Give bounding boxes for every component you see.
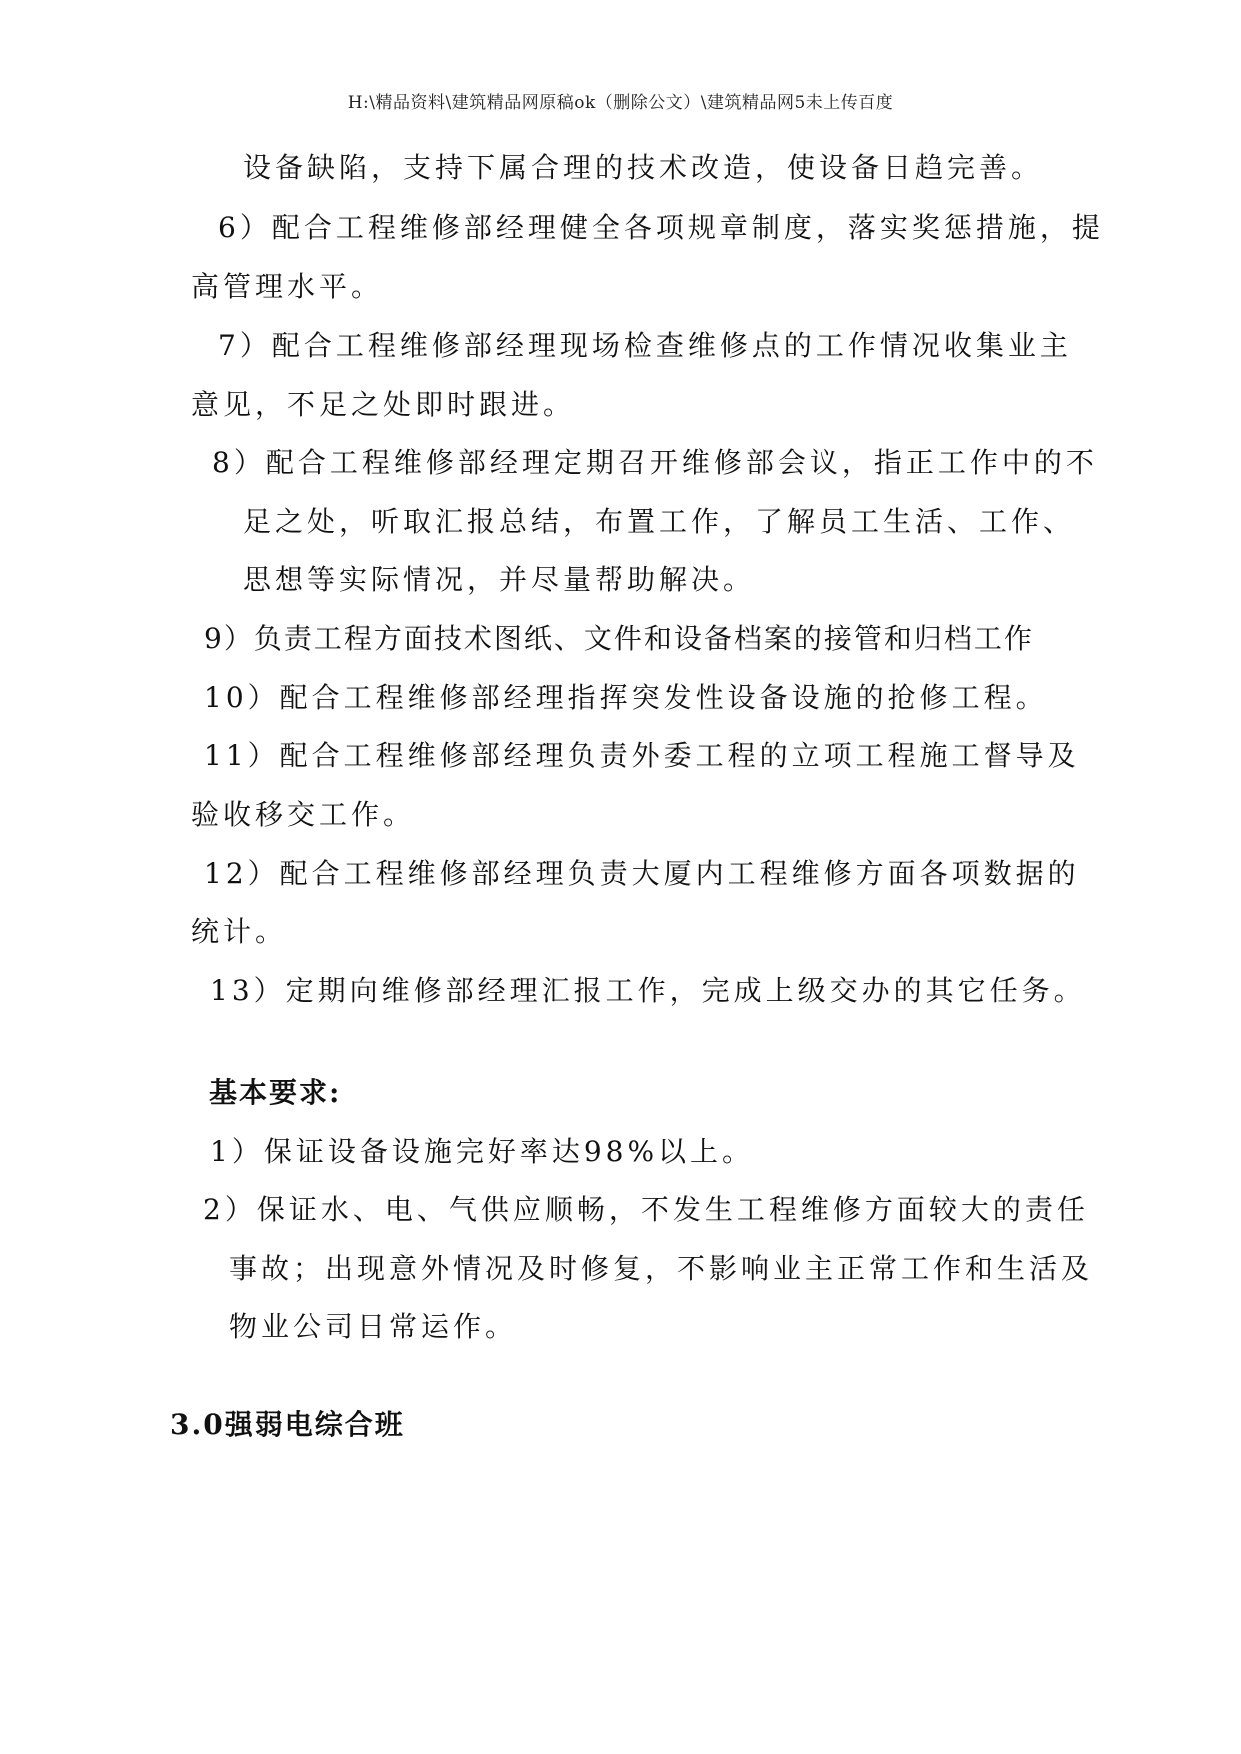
duty-item-11-cont: 验收移交工作。 xyxy=(191,798,416,831)
duty-item-6: 6）配合工程维修部经理健全各项规章制度，落实奖惩措施，提 xyxy=(218,211,1104,244)
duty-item-6-cont: 高管理水平。 xyxy=(191,270,384,303)
duty-item-8-cont-2: 思想等实际情况，并尽量帮助解决。 xyxy=(243,563,756,596)
duty-line-5-cont: 设备缺陷，支持下属合理的技术改造，使设备日趋完善。 xyxy=(243,151,1044,184)
requirement-item-2-cont-1: 事故；出现意外情况及时修复，不影响业主正常工作和生活及 xyxy=(229,1252,1094,1285)
requirement-item-1: 1）保证设备设施完好率达98%以上。 xyxy=(210,1135,755,1168)
duty-item-10: 10）配合工程维修部经理指挥突发性设备设施的抢修工程。 xyxy=(204,681,1048,714)
section-heading: 3.0强弱电综合班 xyxy=(170,1408,405,1441)
duty-item-9: 9）负责工程方面技术图纸、文件和设备档案的接管和归档工作 xyxy=(204,622,1034,655)
duty-item-12: 12）配合工程维修部经理负责大厦内工程维修方面各项数据的 xyxy=(204,857,1080,890)
duty-item-12-cont: 统计。 xyxy=(191,915,288,948)
duty-item-7-cont: 意见，不足之处即时跟进。 xyxy=(191,388,576,421)
duty-item-13: 13）定期向维修部经理汇报工作，完成上级交办的其它任务。 xyxy=(210,974,1086,1007)
duty-item-8: 8）配合工程维修部经理定期召开维修部会议，指正工作中的不 xyxy=(212,446,1098,479)
duty-item-7: 7）配合工程维修部经理现场检查维修点的工作情况收集业主 xyxy=(218,329,1072,362)
duty-item-8-cont-1: 足之处，听取汇报总结，布置工作，了解员工生活、工作、 xyxy=(243,505,1076,538)
requirement-item-2: 2）保证水、电、气供应顺畅，不发生工程维修方面较大的责任 xyxy=(203,1193,1089,1226)
requirement-item-2-cont-2: 物业公司日常运作。 xyxy=(229,1310,518,1343)
requirements-heading: 基本要求: xyxy=(209,1076,342,1109)
duty-item-11: 11）配合工程维修部经理负责外委工程的立项工程施工督导及 xyxy=(204,739,1080,772)
document-path-header: H:\精品资料\建筑精品网原稿ok（删除公文）\建筑精品网5未上传百度 xyxy=(347,93,894,113)
